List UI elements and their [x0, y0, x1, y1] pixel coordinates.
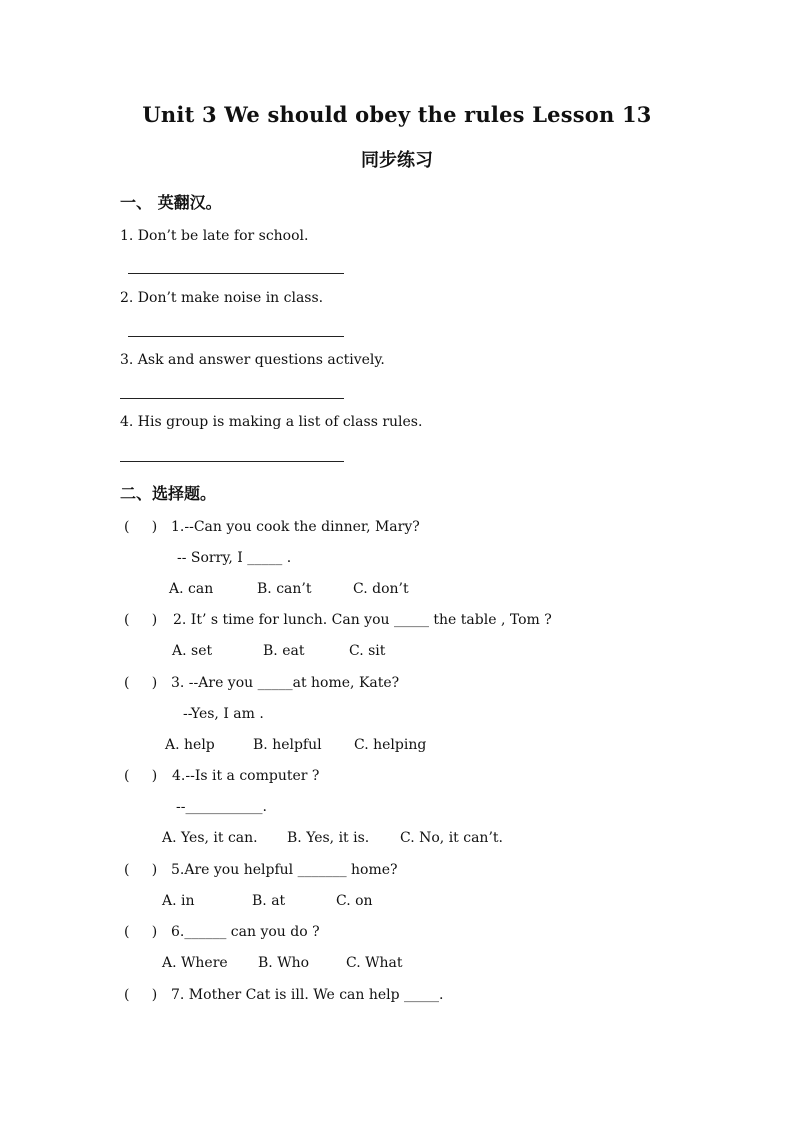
- answer-parentheses: ( ): [124, 768, 158, 784]
- answer-parentheses: ( ): [124, 987, 158, 1003]
- page-subtitle: 同步练习: [361, 150, 433, 171]
- translation-item: 1. Don’t be late for school.: [120, 228, 309, 244]
- option-c: C. on: [336, 893, 373, 909]
- answer-parentheses: ( ): [124, 519, 158, 535]
- option-c: C. don’t: [353, 581, 409, 597]
- answer-line: [120, 461, 344, 462]
- translation-item: 2. Don’t make noise in class.: [120, 290, 324, 306]
- option-c: C. helping: [354, 737, 427, 753]
- question-stem: 6.______ can you do ?: [171, 924, 320, 940]
- translation-item: 4. His group is making a list of class rules.: [120, 414, 423, 430]
- option-a: A. Yes, it can.: [162, 830, 258, 846]
- answer-line: [128, 336, 344, 337]
- answer-parentheses: ( ): [124, 675, 158, 691]
- option-b: B. Yes, it is.: [287, 830, 370, 846]
- option-c: C. sit: [349, 643, 386, 659]
- page-title: Unit 3 We should obey the rules Lesson 13: [142, 102, 652, 127]
- question-stem: 3. --Are you _____at home, Kate?: [171, 675, 400, 691]
- question-sub-line: -- Sorry, I _____ .: [177, 550, 292, 566]
- option-b: B. can’t: [257, 581, 312, 597]
- answer-line: [120, 398, 344, 399]
- question-stem: 1.--Can you cook the dinner, Mary?: [171, 519, 420, 535]
- option-a: A. Where: [162, 955, 228, 971]
- answer-parentheses: ( ): [124, 862, 158, 878]
- question-stem: 4.--Is it a computer ?: [172, 768, 320, 784]
- question-stem: 5.Are you helpful _______ home?: [171, 862, 398, 878]
- option-b: B. eat: [263, 643, 305, 659]
- option-c: C. What: [346, 955, 403, 971]
- answer-line: [128, 273, 344, 274]
- translation-item: 3. Ask and answer questions actively.: [120, 352, 385, 368]
- question-stem: 7. Mother Cat is ill. We can help _____.: [171, 987, 444, 1003]
- option-a: A. in: [162, 893, 195, 909]
- option-a: A. can: [169, 581, 214, 597]
- question-stem: 2. It’ s time for lunch. Can you _____ the table , Tom ?: [173, 612, 552, 628]
- answer-parentheses: ( ): [124, 924, 158, 940]
- option-a: A. set: [172, 643, 213, 659]
- section-heading-translation: 一、 英翻汉。: [120, 193, 222, 212]
- option-b: B. helpful: [253, 737, 322, 753]
- answer-parentheses: ( ): [124, 612, 158, 628]
- option-c: C. No, it can’t.: [400, 830, 503, 846]
- section-heading-multiple-choice: 二、选择题。: [120, 484, 217, 503]
- question-sub-line: --Yes, I am .: [183, 706, 264, 722]
- question-sub-line: --___________.: [176, 799, 267, 815]
- option-b: B. Who: [258, 955, 310, 971]
- option-b: B. at: [252, 893, 286, 909]
- option-a: A. help: [165, 737, 215, 753]
